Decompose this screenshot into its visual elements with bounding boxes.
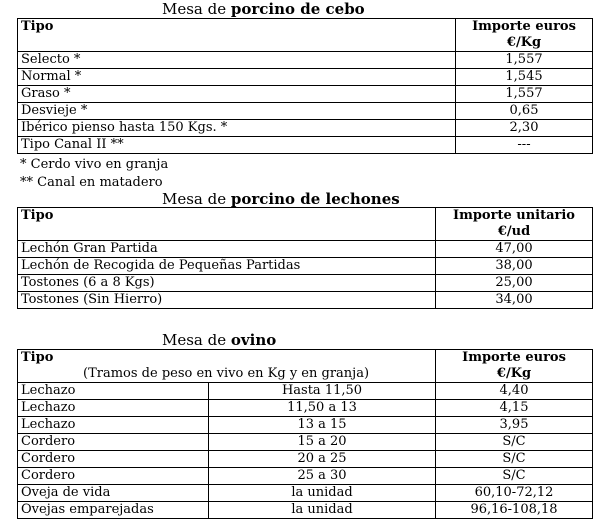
- header-tipo: Tipo: [18, 19, 456, 52]
- table-row: [18, 292, 593, 309]
- table-row: [18, 86, 593, 103]
- cebo-title-prefix: Mesa de: [162, 0, 231, 18]
- table-row: [18, 52, 593, 69]
- cell-tipo: Normal *: [18, 69, 456, 86]
- cell-importe: 1,557: [456, 86, 593, 103]
- table-header-row: [18, 19, 593, 52]
- cell-tipo: Lechón Gran Partida: [18, 241, 436, 258]
- header-importe-line2: €/Kg: [506, 35, 542, 50]
- header-importe: [436, 350, 593, 383]
- cell-tipo: Cordero: [18, 451, 209, 468]
- cell-tramo: 13 a 15: [209, 417, 436, 434]
- header-importe-line1: Importe euros: [472, 19, 576, 34]
- cell-tipo: Tostones (6 a 8 Kgs): [18, 275, 436, 292]
- cell-tipo: Lechón de Recogida de Pequeñas Partidas: [18, 258, 436, 275]
- cell-tipo: Ovejas emparejadas: [18, 502, 209, 519]
- table-row: [18, 241, 593, 258]
- cell-importe: 25,00: [436, 275, 593, 292]
- cell-importe: 60,10-72,12: [436, 485, 593, 502]
- lechones-title: [162, 190, 400, 208]
- cell-tramo: Hasta 11,50: [209, 383, 436, 400]
- cell-importe: 47,00: [436, 241, 593, 258]
- ovino-title: [162, 331, 276, 349]
- ovino-title-bold: ovino: [230, 331, 277, 349]
- cell-tipo: Lechazo: [18, 400, 209, 417]
- table-header-row: [18, 208, 593, 241]
- cell-importe: 1,545: [456, 69, 593, 86]
- cell-tipo: Desvieje *: [18, 103, 456, 120]
- header-importe-line2: €/ud: [497, 224, 531, 239]
- cell-tramo: 11,50 a 13: [209, 400, 436, 417]
- cell-tipo: Cordero: [18, 434, 209, 451]
- header-importe: [456, 19, 593, 52]
- cell-tipo: Lechazo: [18, 417, 209, 434]
- cell-importe: S/C: [436, 451, 593, 468]
- cell-importe: 4,15: [436, 400, 593, 417]
- lechones-table: [17, 207, 593, 309]
- header-importe: [436, 208, 593, 241]
- ovino-table: [17, 349, 593, 519]
- cebo-note-1: * Cerdo vivo en granja: [20, 157, 169, 172]
- cell-importe: 1,557: [456, 52, 593, 69]
- cell-tramo: 20 a 25: [209, 451, 436, 468]
- cell-tramo: 15 a 20: [209, 434, 436, 451]
- cell-tipo: Lechazo: [18, 383, 209, 400]
- table-row: [18, 69, 593, 86]
- header-sub: (Tramos de peso en vivo en Kg y en granja): [83, 366, 370, 381]
- cell-tramo: la unidad: [209, 485, 436, 502]
- table-row: [18, 258, 593, 275]
- cell-tramo: la unidad: [209, 502, 436, 519]
- lechones-title-bold: porcino de lechones: [230, 190, 400, 208]
- cell-tipo: Selecto *: [18, 52, 456, 69]
- table-row: [18, 137, 593, 154]
- cell-importe: 3,95: [436, 417, 593, 434]
- cell-importe: 2,30: [456, 120, 593, 137]
- cebo-note-2: ** Canal en matadero: [20, 175, 163, 190]
- table-row: [18, 400, 593, 417]
- cell-importe: ---: [456, 137, 593, 154]
- cell-importe: S/C: [436, 434, 593, 451]
- lechones-title-prefix: Mesa de: [162, 190, 231, 208]
- cell-tipo: Cordero: [18, 468, 209, 485]
- header-tipo: Tipo: [21, 350, 54, 365]
- table-row: [18, 103, 593, 120]
- cell-tipo: Tipo Canal II **: [18, 137, 456, 154]
- cell-tramo: 25 a 30: [209, 468, 436, 485]
- table-row: [18, 485, 593, 502]
- table-row: [18, 502, 593, 519]
- table-row: [18, 275, 593, 292]
- cell-importe: 38,00: [436, 258, 593, 275]
- cell-tipo: Oveja de vida: [18, 485, 209, 502]
- cebo-table: [17, 18, 593, 154]
- cell-importe: 0,65: [456, 103, 593, 120]
- cell-importe: 96,16-108,18: [436, 502, 593, 519]
- cell-importe: 4,40: [436, 383, 593, 400]
- cebo-title: [162, 0, 365, 18]
- cell-tipo: Graso *: [18, 86, 456, 103]
- cell-tipo: Ibérico pienso hasta 150 Kgs. *: [18, 120, 456, 137]
- header-importe-line2: €/Kg: [496, 366, 532, 381]
- ovino-title-prefix: Mesa de: [162, 331, 231, 349]
- header-importe-line1: Importe unitario: [453, 208, 575, 223]
- cell-importe: 34,00: [436, 292, 593, 309]
- table-header-row: [18, 350, 593, 383]
- table-row: [18, 434, 593, 451]
- header-importe-line1: Importe euros: [462, 350, 566, 365]
- header-tipo-cell: [18, 350, 436, 383]
- table-row: [18, 120, 593, 137]
- cell-tipo: Tostones (Sin Hierro): [18, 292, 436, 309]
- table-row: [18, 468, 593, 485]
- cebo-title-bold: porcino de cebo: [230, 0, 365, 18]
- table-row: [18, 417, 593, 434]
- table-row: [18, 383, 593, 400]
- table-row: [18, 451, 593, 468]
- header-tipo: Tipo: [18, 208, 436, 241]
- cell-importe: S/C: [436, 468, 593, 485]
